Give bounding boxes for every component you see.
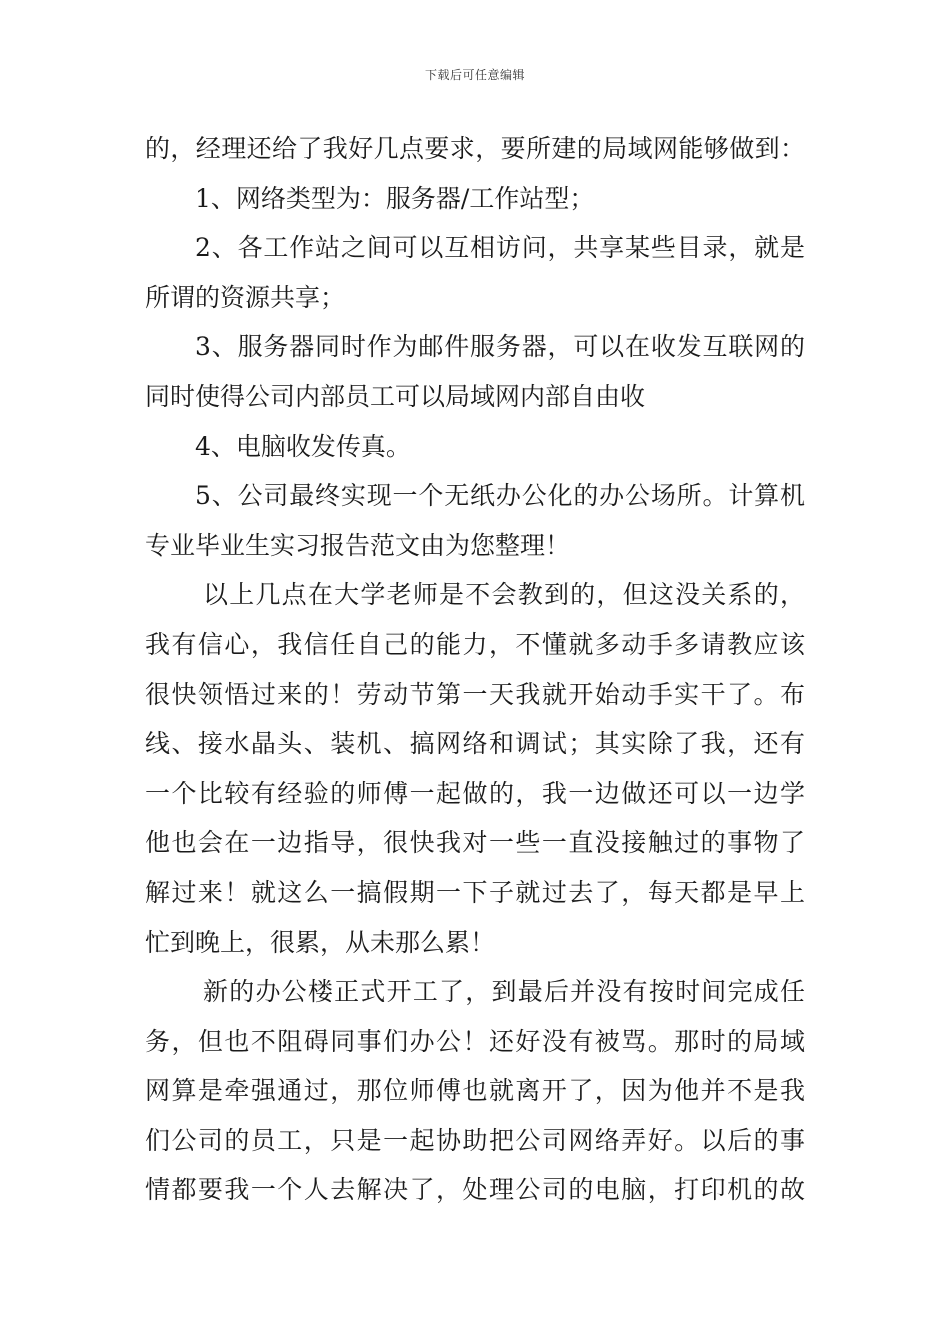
text-line: 5、公司最终实现一个无纸办公化的办公场所。计算机	[195, 481, 805, 511]
text-line: 网算是牵强通过，那位师傅也就离开了，因为他并不是我	[145, 1076, 805, 1106]
text-line: 1、网络类型为：服务器/工作站型；	[195, 183, 595, 213]
text-line: 解过来！就这么一搞假期一下子就过去了，每天都是早上	[145, 877, 805, 907]
text-line: 同时使得公司内部员工可以局域网内部自由收	[145, 381, 646, 411]
text-line: 他也会在一边指导，很快我对一些一直没接触过的事物了	[145, 828, 805, 858]
text-line: 很快领悟过来的！劳动节第一天我就开始动手实干了。布	[145, 679, 805, 709]
text-line: 新的办公楼正式开工了，到最后并没有按时间完成任	[203, 977, 805, 1007]
text-line: 专业毕业生实习报告范文由为您整理！	[145, 530, 571, 560]
text-line: 所谓的资源共享；	[145, 282, 346, 312]
text-line: 忙到晚上，很累，从未那么累！	[145, 927, 496, 957]
text-line: 4、电脑收发传真。	[195, 431, 411, 461]
page-header: 下载后可任意编辑	[424, 68, 525, 82]
text-line: 务，但也不阻碍同事们办公！还好没有被骂。那时的局域	[145, 1026, 805, 1056]
text-line: 的，经理还给了我好几点要求，要所建的局域网能够做到：	[145, 134, 805, 163]
text-line: 线、接水晶头、装机、搞网络和调试；其实除了我，还有	[145, 729, 805, 759]
text-line: 情都要我一个人去解决了，处理公司的电脑，打印机的故	[145, 1175, 805, 1205]
text-line: 以上几点在大学老师是不会教到的，但这没关系的，	[203, 580, 805, 610]
text-line: 2、各工作站之间可以互相访问，共享某些目录，就是	[195, 233, 805, 263]
text-line: 一个比较有经验的师傅一起做的，我一边做还可以一边学	[145, 778, 805, 808]
text-line: 我有信心，我信任自己的能力，不懂就多动手多请教应该	[145, 629, 805, 659]
document-body	[145, 124, 805, 1215]
text-line: 3、服务器同时作为邮件服务器，可以在收发互联网的	[195, 332, 805, 362]
text-line: 们公司的员工，只是一起协助把公司网络弄好。以后的事	[145, 1125, 805, 1155]
